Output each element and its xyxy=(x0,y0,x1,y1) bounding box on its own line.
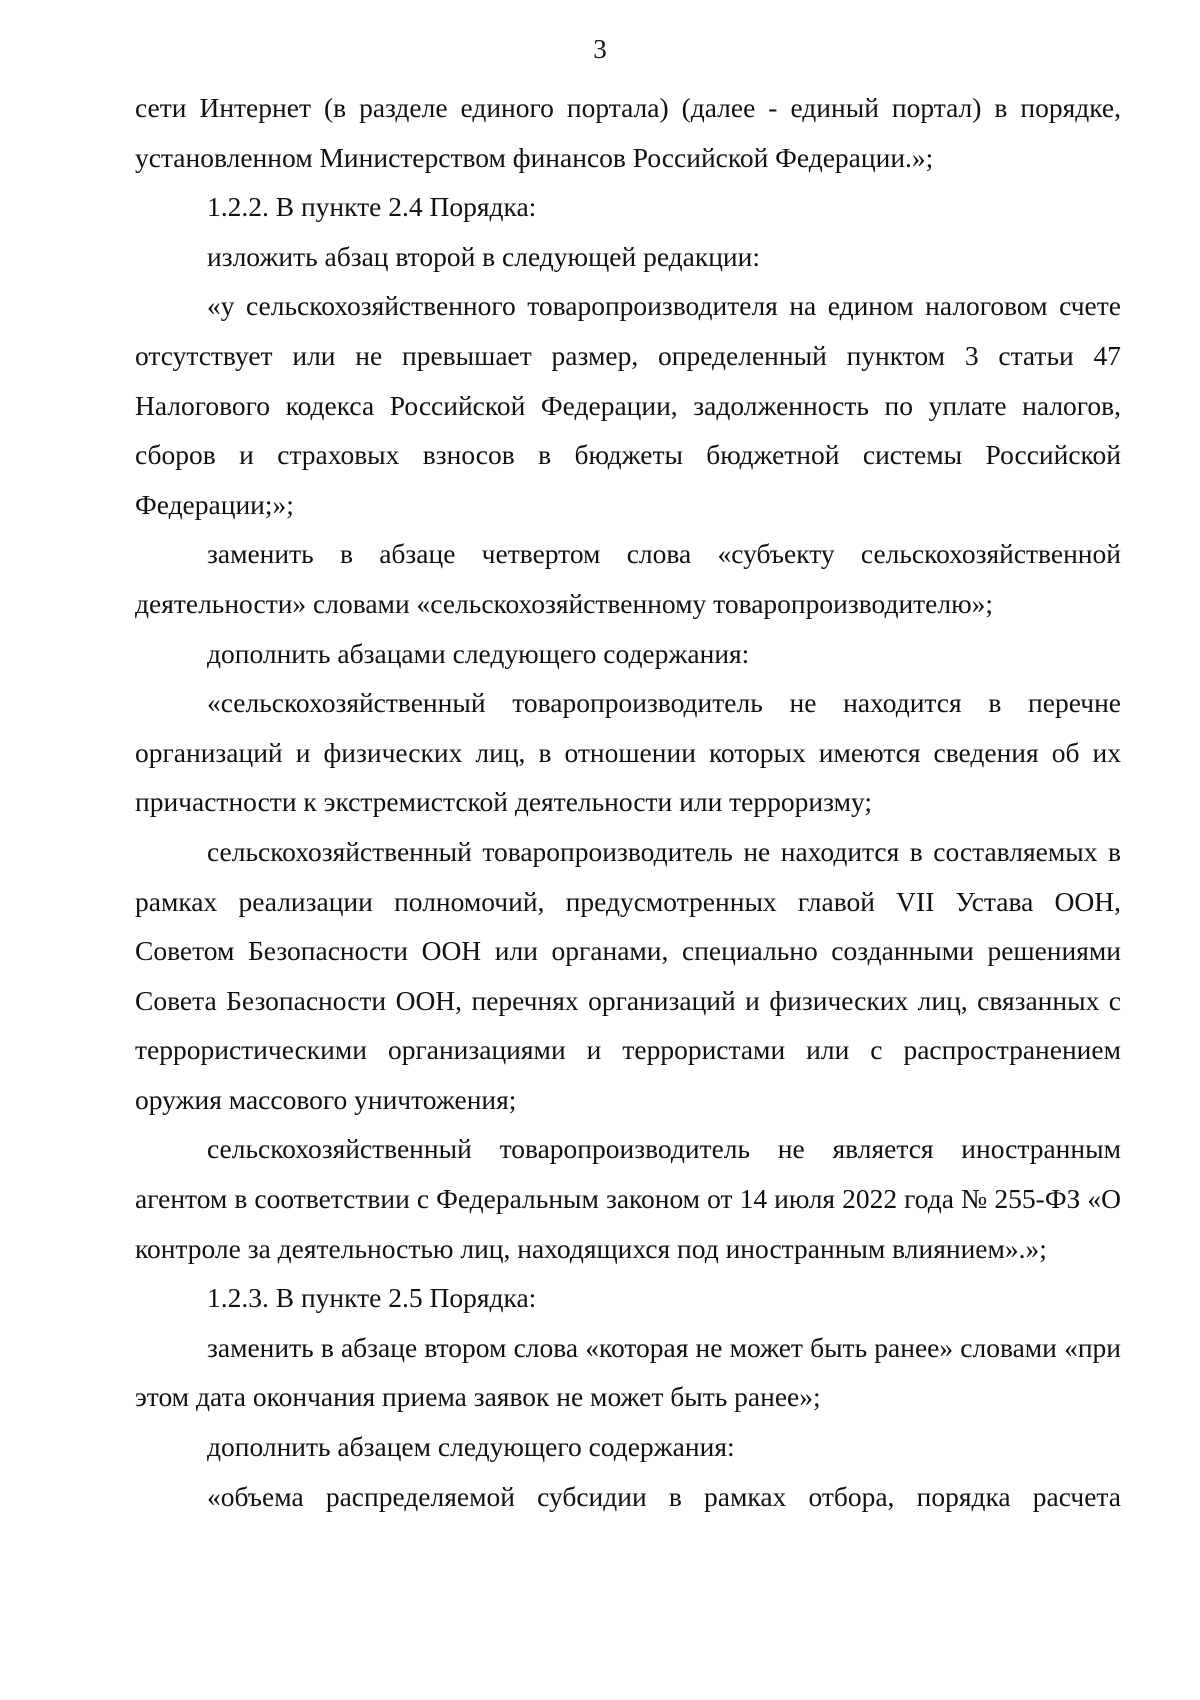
paragraph: изложить абзац второй в следующей редакции: xyxy=(207,240,761,272)
paragraph-section-1-2-3: 1.2.3. В пункте 2.5 Порядка: xyxy=(207,1282,537,1314)
paragraph-last: «объема распределяемой субсидии в рамках отбора, порядка расчета xyxy=(207,1480,1121,1512)
paragraph: «сельскохозяйственный товаропроизводитель не находится в перечне организаций и физических лиц, в отношении которых имеются сведения об их причастности к экстремистской деятельности или терроризму; xyxy=(135,687,1121,818)
paragraph: заменить в абзаце четвертом слова «субъекту сельскохозяйственной деятельности» словами «сельскохозяйственному товаропроизводителю»; xyxy=(135,538,1121,619)
page-number: 3 xyxy=(593,34,607,64)
paragraph: «у сельскохозяйственного товаропроизводителя на едином налоговом счете отсутствует или не превышает размер, определенный пунктом 3 статьи 47 Налогового кодекса Российской Федерации, задолженность по уплате налогов, сборов и страховых взносов в бюджеты бюджетной системы Российской Федерации;»; xyxy=(135,290,1121,520)
paragraph: сельскохозяйственный товаропроизводитель не является иностранным агентом в соответствии с Федеральным законом от 14 июля 2022 года № 255-ФЗ «О контроле за деятельностью лиц, находящихся под иностранным влиянием».»; xyxy=(135,1133,1121,1264)
paragraph: дополнить абзацами следующего содержания: xyxy=(207,637,750,669)
document-body xyxy=(135,83,1121,1521)
paragraph: заменить в абзаце втором слова «которая не может быть ранее» словами «при этом дата окончания приема заявок не может быть ранее»; xyxy=(135,1331,1121,1413)
paragraph: сельскохозяйственный товаропроизводитель не находится в составляемых в рамках реализации полномочий, предусмотренных главой VII Устава ООН, Советом Безопасности ООН или органами, специально созданными решениями Совета Безопасности ООН, перечнях организаций и физических лиц, связанных с террористическими организациями и террористами или с распространением оружия массового уничтожения; xyxy=(135,835,1121,1115)
paragraph: дополнить абзацем следующего содержания: xyxy=(207,1431,735,1463)
paragraph-continuation: сети Интернет (в разделе единого портала) (далее - единый портал) в порядке, установленном Министерством финансов Российской Федерации.»; xyxy=(135,92,1121,173)
paragraph-section-1-2-2: 1.2.2. В пункте 2.4 Порядка: xyxy=(207,191,537,223)
